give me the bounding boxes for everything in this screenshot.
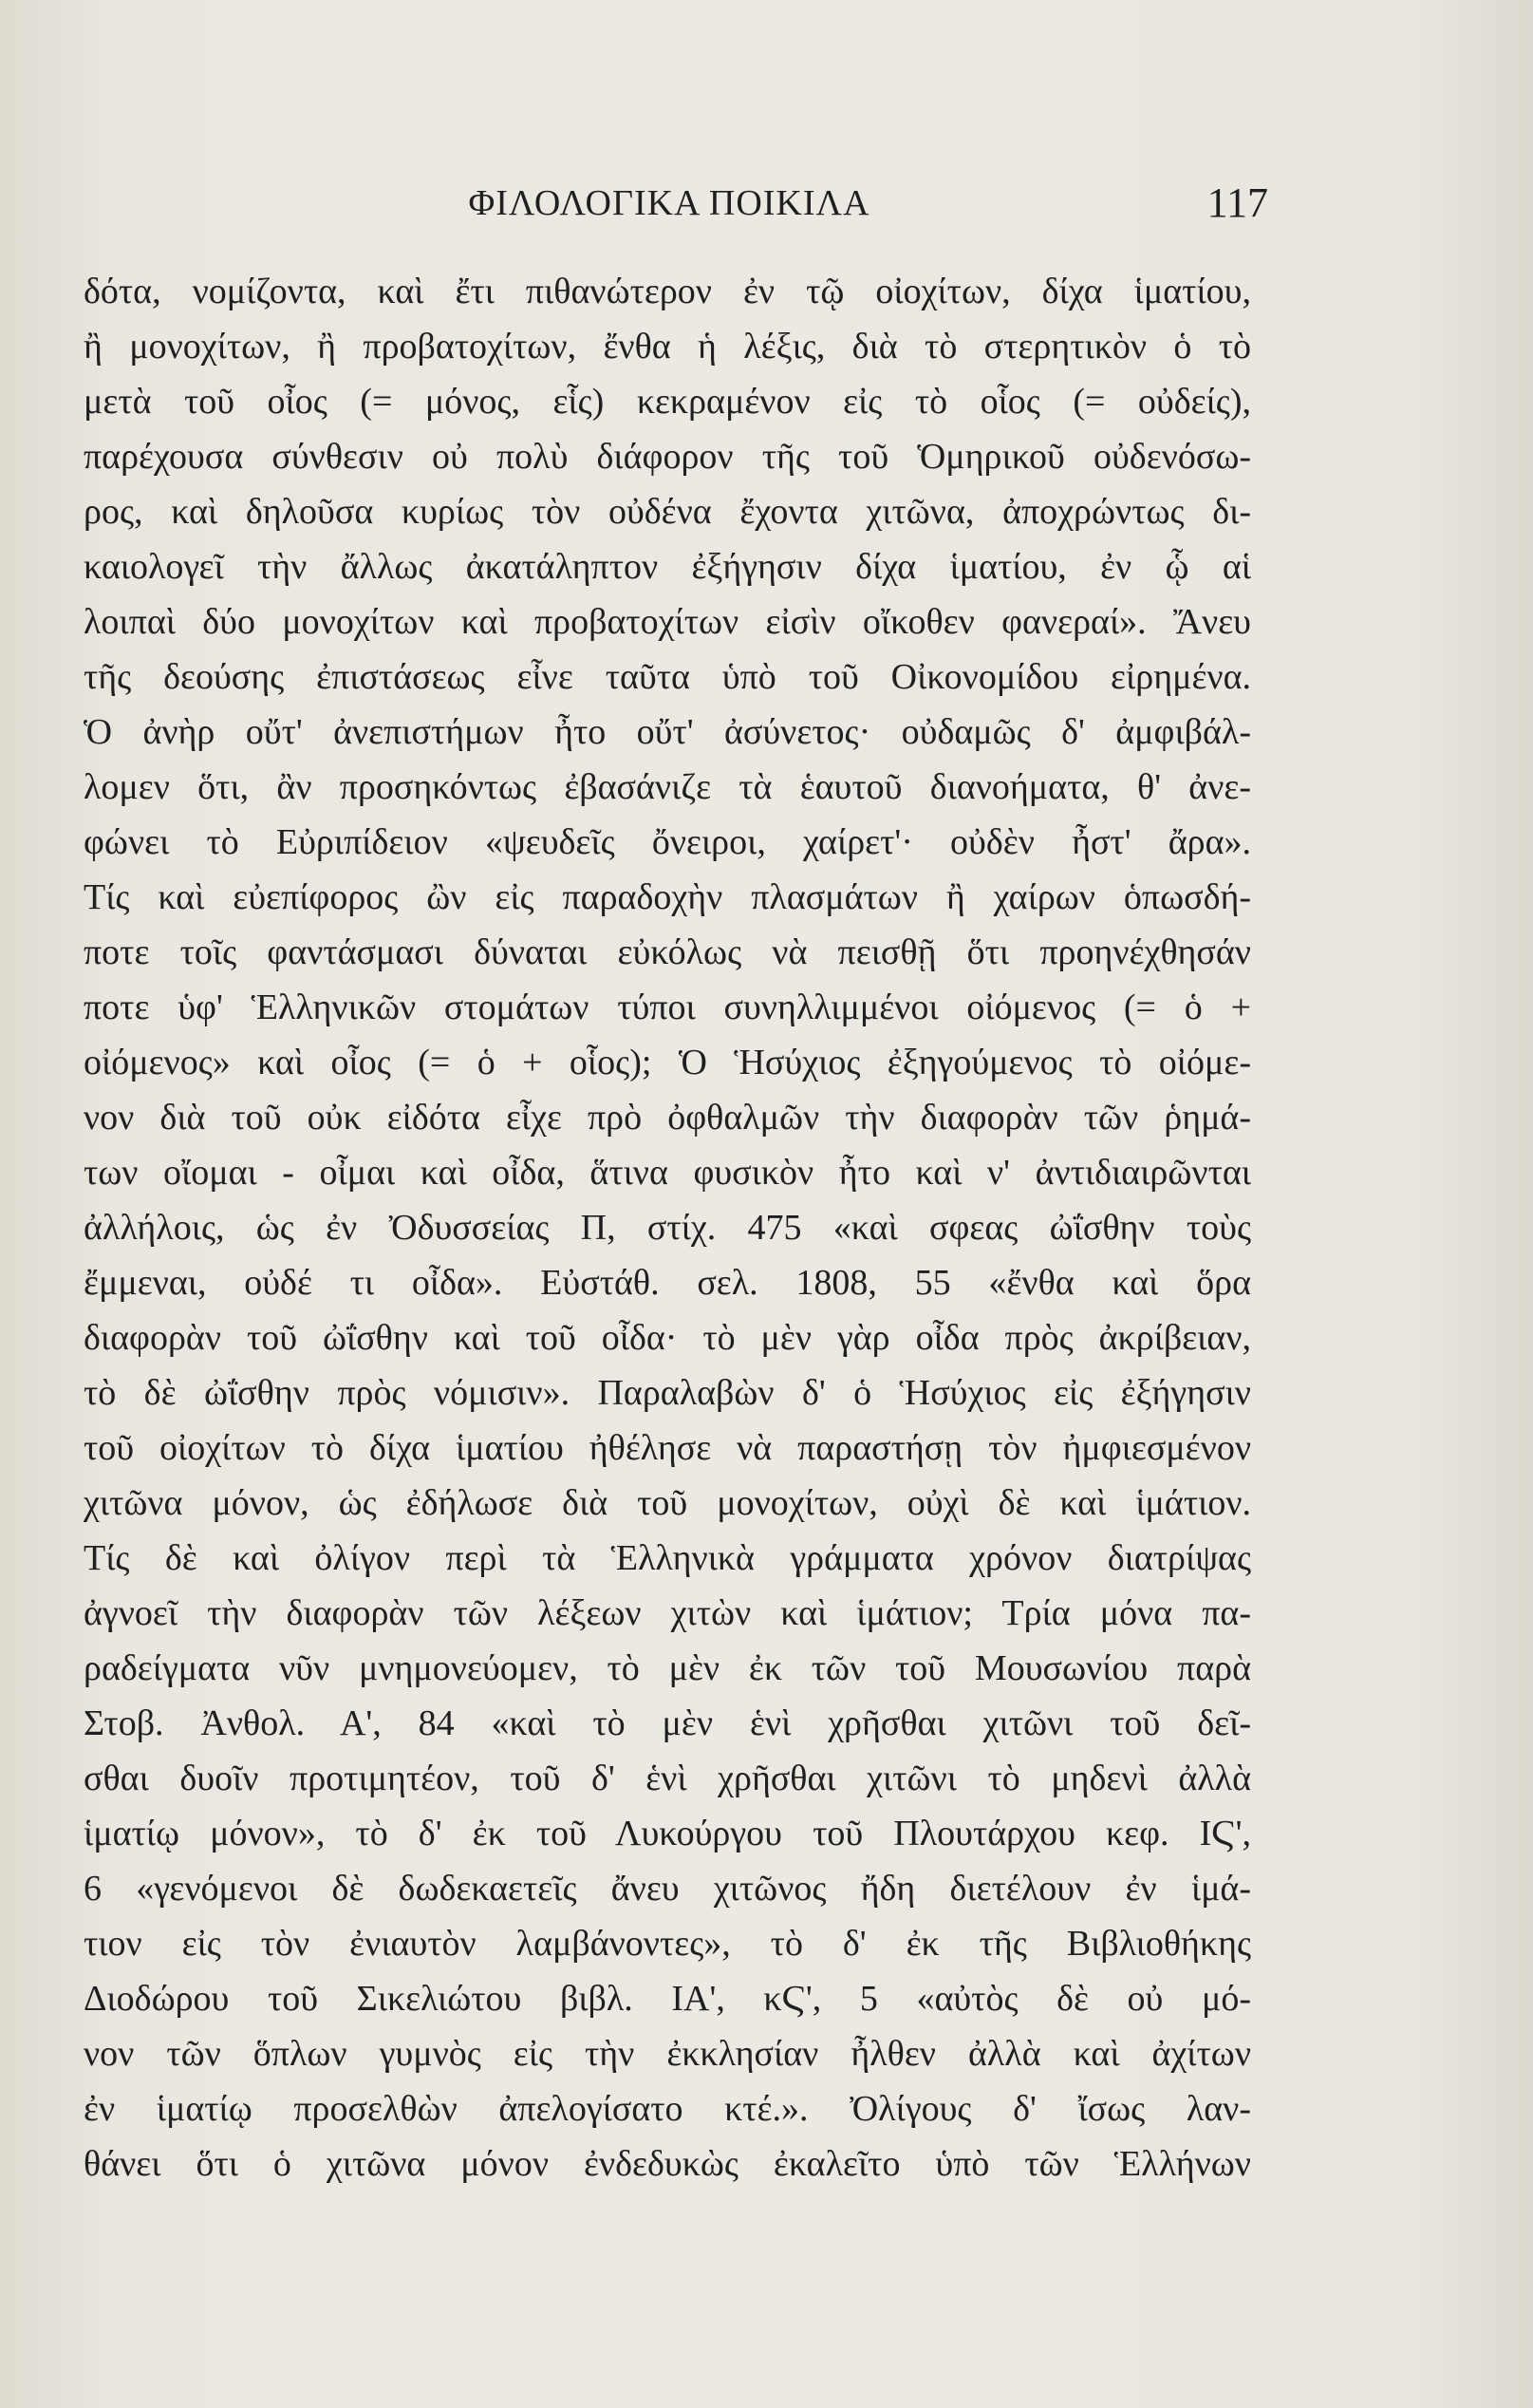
text-line: παρέχουσα σύνθεσιν οὐ πολὺ διάφορον τῆς τοῦ Ὁμηρικοῦ οὐδενόσω-	[84, 437, 1251, 477]
text-body	[84, 264, 1251, 2334]
page-number: 117	[1206, 179, 1268, 226]
text-line: καιολογεῖ τὴν ἄλλως ἀκατάληπτον ἐξήγησιν δίχα ἱματίου, ἐν ᾧ αἱ	[84, 547, 1251, 587]
text-line: Στοβ. Ἀνθολ. Α', 84 «καὶ τὸ μὲν ἑνὶ χρῆσθαι χιτῶνι τοῦ δεῖ-	[84, 1703, 1251, 1743]
text-line: ποτε ὑφ' Ἑλληνικῶν στομάτων τύποι συνηλλιμμένοι οἰόμενος (= ὁ +	[84, 988, 1251, 1027]
text-line: νον τῶν ὅπλων γυμνὸς εἰς τὴν ἐκκλησίαν ἦλθεν ἀλλὰ καὶ ἀχίτων	[84, 2034, 1251, 2074]
running-title: ΦΙΛΟΛΟΓΙΚΑ ΠΟΙΚΙΛΑ	[468, 183, 870, 223]
text-line: τιον εἰς τὸν ἐνιαυτὸν λαμβάνοντες», τὸ δ' ἐκ τῆς Βιβλιοθήκης	[84, 1924, 1251, 1964]
text-line: ποτε τοῖς φαντάσμασι δύναται εὐκόλως νὰ πεισθῇ ὅτι προηνέχθησάν	[84, 932, 1251, 972]
text-line: χιτῶνα μόνον, ὡς ἐδήλωσε διὰ τοῦ μονοχίτων, οὐχὶ δὲ καὶ ἱμάτιον.	[84, 1483, 1251, 1523]
text-line: φώνει τὸ Εὐριπίδειον «ψευδεῖς ὄνειροι, χαίρετ'· οὐδὲν ἦστ' ἄρα».	[84, 822, 1251, 862]
text-line: δότα, νομίζοντα, καὶ ἔτι πιθανώτερον ἐν τῷ οἰοχίτων, δίχα ἱματίου,	[84, 272, 1251, 311]
text-line: σθαι δυοῖν προτιμητέον, τοῦ δ' ἑνὶ χρῆσθαι χιτῶνι τὸ μηδενὶ ἀλλὰ	[84, 1759, 1251, 1798]
text-line: 6 «γενόμενοι δὲ δωδεκαετεῖς ἄνευ χιτῶνος ἤδη διετέλουν ἐν ἱμά-	[84, 1869, 1251, 1909]
text-line: των οἴομαι - οἶμαι καὶ οἶδα, ἅτινα φυσικὸν ἦτο καὶ ν' ἀντιδιαιρῶνται	[84, 1153, 1251, 1193]
running-head	[85, 179, 1268, 239]
text-line: τοῦ οἰοχίτων τὸ δίχα ἱματίου ἠθέλησε νὰ παραστήσῃ τὸν ἠμφιεσμένον	[84, 1428, 1251, 1468]
text-line: νον διὰ τοῦ οὐκ εἰδότα εἶχε πρὸ ὀφθαλμῶν τὴν διαφορὰν τῶν ῥημά-	[84, 1098, 1251, 1138]
text-line: ἀγνοεῖ τὴν διαφορὰν τῶν λέξεων χιτὼν καὶ ἱμάτιον; Τρία μόνα πα-	[84, 1593, 1251, 1633]
text-line: ἐν ἱματίῳ προσελθὼν ἀπελογίσατο κτέ.». Ὀλίγους δ' ἴσως λαν-	[84, 2089, 1251, 2129]
text-line: Διοδώρου τοῦ Σικελιώτου βιβλ. ΙΑ', κϚ', 5 «αὐτὸς δὲ οὐ μό-	[84, 1979, 1251, 2019]
text-line: λομεν ὅτι, ἂν προσηκόντως ἐβασάνιζε τὰ ἑαυτοῦ διανοήματα, θ' ἀνε-	[84, 767, 1251, 807]
text-line: ρος, καὶ δηλοῦσα κυρίως τὸν οὐδένα ἔχοντα χιτῶνα, ἀποχρώντως δι-	[84, 492, 1251, 532]
text-line: τῆς δεούσης ἐπιστάσεως εἶνε ταῦτα ὑπὸ τοῦ Οἰκονομίδου εἰρημένα.	[84, 657, 1251, 697]
text-line: μετὰ τοῦ οἶος (= μόνος, εἷς) κεκραμένον εἰς τὸ οἷος (= οὐδείς),	[84, 382, 1251, 422]
text-line: ραδείγματα νῦν μνημονεύομεν, τὸ μὲν ἐκ τῶν τοῦ Μουσωνίου παρὰ	[84, 1648, 1251, 1688]
text-line: ἔμμεναι, οὐδέ τι οἶδα». Εὐστάθ. σελ. 1808, 55 «ἔνθα καὶ ὅρα	[84, 1263, 1251, 1303]
text-line: Τίς καὶ εὐεπίφορος ὢν εἰς παραδοχὴν πλασμάτων ἢ χαίρων ὁπωσδή-	[84, 877, 1251, 917]
text-line: τὸ δὲ ὠΐσθην πρὸς νόμισιν». Παραλαβὼν δ' ὁ Ἡσύχιος εἰς ἐξήγησιν	[84, 1373, 1251, 1413]
text-line: διαφορὰν τοῦ ὠΐσθην καὶ τοῦ οἶδα· τὸ μὲν γὰρ οἶδα πρὸς ἀκρίβειαν,	[84, 1318, 1251, 1358]
text-line: ἱματίῳ μόνον», τὸ δ' ἐκ τοῦ Λυκούργου τοῦ Πλουτάρχου κεφ. ΙϚ',	[84, 1814, 1251, 1853]
text-line: θάνει ὅτι ὁ χιτῶνα μόνον ἐνδεδυκὼς ἐκαλεῖτο ὑπὸ τῶν Ἑλλήνων	[84, 2144, 1251, 2184]
text-line: Τίς δὲ καὶ ὀλίγον περὶ τὰ Ἑλληνικὰ γράμματα χρόνον διατρίψας	[84, 1538, 1251, 1578]
text-line: Ὁ ἀνὴρ οὔτ' ἀνεπιστήμων ἦτο οὔτ' ἀσύνετος· οὐδαμῶς δ' ἀμφιβάλ-	[84, 712, 1251, 752]
text-line: λοιπαὶ δύο μονοχίτων καὶ προβατοχίτων εἰσὶν οἴκοθεν φανεραί». Ἄνευ	[84, 602, 1251, 642]
text-line: οἰόμενος» καὶ οἶος (= ὁ + οἷος); Ὁ Ἡσύχιος ἐξηγούμενος τὸ οἰόμε-	[84, 1043, 1251, 1082]
text-line: ἢ μονοχίτων, ἢ προβατοχίτων, ἔνθα ἡ λέξις, διὰ τὸ στερητικὸν ὁ τὸ	[84, 327, 1251, 367]
text-line: ἀλλήλοις, ὡς ἐν Ὀδυσσείας Π, στίχ. 475 «καὶ σφεας ὠΐσθην τοὺς	[84, 1208, 1251, 1248]
